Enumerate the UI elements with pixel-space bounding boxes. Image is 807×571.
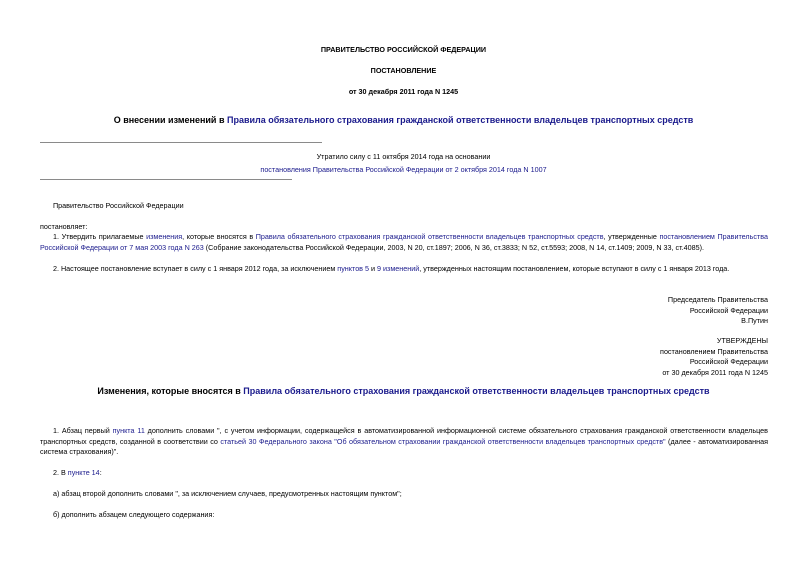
status-note-line1: Утратило силу с 11 октября 2014 года на основании — [316, 152, 491, 161]
p1-text-c: , утвержденные — [603, 232, 660, 241]
status-bottom-rule — [40, 179, 292, 180]
document-date-number: от 30 декабря 2011 года N 1245 — [348, 87, 459, 96]
signature-title: Председатель Правительства — [667, 295, 768, 304]
change-item-1 — [40, 426, 768, 458]
approval-line1: УТВЕРЖДЕНЫ — [716, 336, 768, 345]
change-item-2 — [53, 468, 102, 477]
approval-line2: постановлением Правительства — [660, 346, 768, 356]
item2-text-a: 2. В — [53, 468, 68, 477]
document-title — [0, 115, 807, 125]
paragraph-1 — [40, 232, 768, 253]
repeal-decree-link[interactable]: постановления Правительства Российской Федерации от 2 октября 2014 года N 1007 — [260, 165, 547, 174]
changes-title — [0, 386, 807, 396]
p2-text-c: , утвержденных настоящим постановлением, которые вступают в силу с 1 января 2013 года. — [419, 264, 730, 273]
issuer-text: Правительство Российской Федерации — [53, 201, 184, 210]
document-type: ПОСТАНОВЛЕНИЕ — [370, 66, 437, 75]
point-11-link[interactable]: пункта 11 — [112, 426, 145, 435]
p1-text-a: 1. Утвердить прилагаемые — [53, 232, 147, 241]
decrees-text: постановляет: — [40, 222, 88, 231]
approval-block — [520, 336, 768, 378]
signature-country: Российской Федерации — [689, 305, 768, 315]
rules-link[interactable]: Правила обязательного страхования гражданской ответственности владельцев транспортных средств — [226, 115, 694, 125]
approval-line3: Российской Федерации — [689, 357, 768, 366]
changes-title-prefix: Изменения, которые вносятся в — [97, 386, 244, 396]
approval-line4: от 30 декабря 2011 года N 1245 — [662, 367, 768, 377]
paragraph-2 — [40, 264, 768, 275]
change-item-2b: б) дополнить абзацем следующего содержания: — [53, 510, 215, 519]
item2-text-b: : — [99, 468, 102, 477]
osago-rules-link[interactable]: Правила обязательного страхования гражданской ответственности владельцев транспортных средств — [255, 232, 604, 241]
p1-text-b: , которые вносятся в — [182, 232, 256, 241]
p2-text-a: 2. Настоящее постановление вступает в силу с 1 января 2012 года, за исключением — [53, 264, 338, 273]
changes-rules-link[interactable]: Правила обязательного страхования гражданской ответственности владельцев транспортных средств — [243, 386, 710, 396]
status-top-rule — [40, 142, 322, 143]
points-5-link[interactable]: пунктов 5 — [337, 264, 369, 273]
item1-text-c: (далее - автоматизированная система страхования)". — [40, 436, 768, 456]
signature-name: В.Путин — [741, 316, 768, 325]
item1-text-a: 1. Абзац первый — [53, 426, 113, 435]
change-item-2a: а) абзац второй дополнить словами ", за исключением случаев, предусмотренных настоящим пунктом"; — [53, 489, 402, 498]
item1-text-b: дополнить словами ", с учетом информации, содержащейся в автоматизированной информационной системе обязательного страхования гражданской ответственности владельцев транспортных средств, созданной в соответствии со — [40, 426, 768, 446]
article-30-link[interactable]: статьей 30 Федерального закона "Об обязательном страховании гражданской ответственности владельцев транспортных средств" — [220, 436, 666, 446]
point-14-link[interactable]: пункте 14 — [67, 468, 100, 477]
points-9-link[interactable]: 9 изменений — [377, 264, 420, 273]
changes-link[interactable]: изменения — [146, 232, 183, 241]
document-title-prefix: О внесении изменений в — [113, 115, 227, 125]
decree-263-link[interactable]: постановлением Правительства Российской Федерации от 7 мая 2003 года N 263 — [40, 232, 768, 252]
government-heading: ПРАВИТЕЛЬСТВО РОССИЙСКОЙ ФЕДЕРАЦИИ — [320, 45, 487, 54]
p1-text-d: (Собрание законодательства Российской Федерации, 2003, N 20, ст.1897; 2006, N 36, ст.3833; N 52, ст.5593; 2008, N 14, ст.1409; 2009, N 33, ст.4085). — [203, 242, 705, 252]
signature-block — [520, 295, 768, 327]
p2-text-b: и — [369, 264, 378, 273]
